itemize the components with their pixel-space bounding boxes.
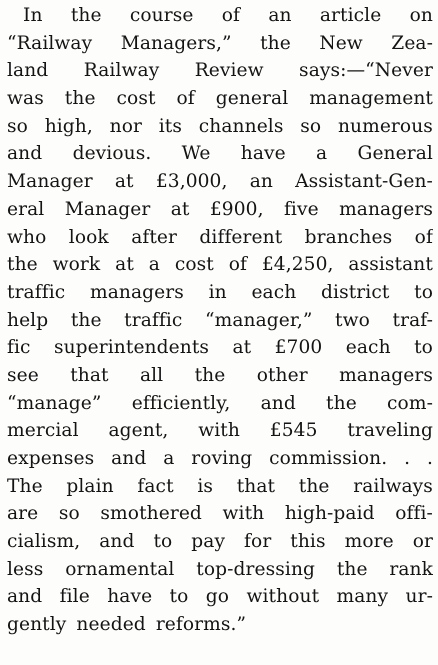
article-word: go [205, 586, 230, 608]
article-line [7, 362, 433, 390]
article-line [7, 224, 433, 252]
article-word: have [240, 143, 286, 165]
article-word: superintendents [53, 337, 210, 359]
article-word: after [131, 226, 178, 248]
article-line [7, 2, 433, 30]
article-word: the [70, 309, 102, 331]
article-word: efficiently, [131, 392, 231, 414]
article-word: Managers,” [120, 32, 232, 54]
article-word: ornamental [65, 558, 175, 580]
article-word: five [283, 198, 319, 220]
article-word: is [197, 475, 214, 497]
article-line [7, 473, 433, 501]
article-word: smothered [100, 503, 202, 525]
article-word: In [23, 5, 43, 26]
article-word: with [198, 420, 240, 442]
article-word: different [199, 226, 283, 248]
article-word: with [222, 503, 265, 525]
article-line [7, 113, 433, 141]
article-word: agent, [108, 420, 169, 442]
article-word: and [7, 143, 43, 165]
article-word: managers [339, 364, 433, 386]
article-line [7, 168, 433, 196]
article-word: see [7, 364, 39, 386]
article-word: numerous [337, 115, 433, 137]
article-word: and [260, 392, 296, 414]
article-word: high-paid [284, 503, 375, 525]
article-word: for [244, 531, 272, 553]
article-word: of [176, 88, 195, 110]
article-word: help [7, 309, 49, 331]
article-line [7, 556, 433, 584]
article-word: look [68, 226, 109, 248]
article-word: £700 [274, 337, 323, 359]
article-word: gently [7, 614, 67, 636]
article-word: traffic [124, 309, 183, 331]
article-word: . [426, 448, 433, 469]
article-word: land [7, 60, 49, 82]
article-word: of [228, 254, 247, 276]
article-word: all [139, 364, 164, 386]
article-word: at [114, 171, 134, 193]
article-word: more [344, 531, 394, 553]
article-word: assistant [348, 254, 433, 276]
article-word: managers [339, 198, 433, 220]
article-word: district [321, 281, 390, 303]
article-line [7, 57, 433, 85]
article-word: and [7, 586, 43, 608]
article-word: at [115, 254, 134, 276]
article-word: mercial [7, 420, 79, 442]
article-word: roving [191, 448, 253, 469]
article-word: an [268, 5, 292, 26]
article-word: devious. [72, 143, 152, 165]
article-word: £900, [209, 198, 264, 220]
article-word: managers [89, 281, 184, 303]
article-word: at [170, 198, 190, 220]
article-word: the [326, 392, 357, 414]
article-word: each [345, 337, 391, 359]
article-word: traffic [7, 281, 66, 303]
article-word: pay [191, 531, 226, 553]
article-word: so [300, 115, 322, 137]
article-word: are [7, 503, 39, 525]
article-line [7, 583, 433, 611]
article-word: traf- [392, 309, 433, 331]
article-word: “Railway [7, 32, 93, 54]
article-word: plain [66, 475, 114, 497]
article-word: fact [137, 475, 174, 497]
article-word: or [412, 531, 433, 553]
article-word: of [221, 5, 241, 26]
article-word: needed [76, 614, 146, 636]
article-word: the [64, 88, 96, 110]
article-word: that [236, 475, 276, 497]
article-word: two [335, 309, 370, 331]
article-word: management [309, 88, 433, 110]
article-word: ur- [405, 586, 433, 608]
article-word: a [316, 143, 328, 165]
article-word: of [414, 226, 433, 248]
article-word: course [129, 5, 194, 26]
article-word: offi- [395, 503, 433, 525]
article-line [7, 611, 433, 639]
article-word: General [357, 143, 433, 165]
article-word: a [163, 448, 175, 469]
article-line [7, 390, 433, 418]
article-line [7, 279, 433, 307]
article-word: commission. [269, 448, 388, 469]
article-word: fic [7, 337, 31, 359]
article-line [7, 196, 433, 224]
article-line [7, 251, 433, 279]
article-word: to [169, 586, 189, 608]
article-word: Manager [7, 171, 93, 193]
article-word: Review [194, 60, 264, 82]
article-word: so [58, 503, 80, 525]
article-word: top-dressing [196, 558, 316, 580]
article-word: its [158, 115, 183, 137]
article-line [7, 140, 433, 168]
article-word: the [260, 32, 291, 54]
article-word: the [194, 364, 226, 386]
article-word: this [290, 531, 326, 553]
article-word: cost [116, 88, 156, 110]
article-word: without [246, 586, 320, 608]
article-word: traveling [347, 420, 433, 442]
article-word: New [319, 32, 363, 54]
article-word: £3,000, [155, 171, 228, 193]
article-word: £4,250, [261, 254, 334, 276]
article-word: to [414, 281, 433, 303]
article-word: cialism, [7, 531, 81, 553]
article-line [7, 334, 433, 362]
article-line [7, 417, 433, 445]
article-word: Assistant-Gen- [295, 171, 433, 193]
article-word: expenses [7, 448, 95, 469]
article-word: reforms.” [155, 614, 247, 636]
article-word: the [70, 5, 102, 26]
article-word: on [409, 5, 433, 26]
article-word: cost [174, 254, 214, 276]
article-line [7, 30, 433, 58]
article-word: eral [7, 198, 45, 220]
article-word: says:—“Never [299, 60, 433, 82]
article-word: the [7, 254, 38, 276]
article-word: Manager [64, 198, 151, 220]
article-word: We [181, 143, 211, 165]
article-column [7, 2, 433, 639]
article-word: at [232, 337, 252, 359]
article-word: channels [198, 115, 284, 137]
article-line [7, 85, 433, 113]
article-word: an [249, 171, 273, 193]
article-word: work [52, 254, 101, 276]
article-word: The [7, 475, 43, 497]
article-word: railways [353, 475, 433, 497]
article-word: “manage” [7, 392, 102, 414]
article-word: £545 [269, 420, 318, 442]
article-word: branches [304, 226, 393, 248]
article-word: to [414, 337, 433, 359]
article-line [7, 307, 433, 335]
article-word: in [208, 281, 227, 303]
article-word: other [256, 364, 308, 386]
article-word: Zea- [391, 32, 433, 54]
article-word: general [215, 88, 289, 110]
article-word: . [404, 448, 411, 469]
article-word: to [153, 531, 173, 553]
article-word: nor [109, 115, 143, 137]
article-word: the [298, 475, 330, 497]
article-word: who [7, 226, 47, 248]
article-word: each [251, 281, 297, 303]
article-word: and [111, 448, 147, 469]
article-word: was [7, 88, 44, 110]
article-word: article [319, 5, 382, 26]
article-word: a [148, 254, 160, 276]
article-word: many [336, 586, 389, 608]
article-word: file [59, 586, 90, 608]
article-word: rank [389, 558, 433, 580]
article-line [7, 500, 433, 528]
article-word: “manager,” [205, 309, 313, 331]
article-word: less [7, 558, 44, 580]
article-word: that [70, 364, 109, 386]
article-word: high, [44, 115, 93, 137]
article-word: and [99, 531, 135, 553]
article-line [7, 528, 433, 556]
article-line [7, 445, 433, 473]
article-word: have [107, 586, 153, 608]
article-word: Railway [83, 60, 160, 82]
article-word: com- [387, 392, 433, 414]
article-word: so [7, 115, 28, 137]
article-word: the [336, 558, 368, 580]
